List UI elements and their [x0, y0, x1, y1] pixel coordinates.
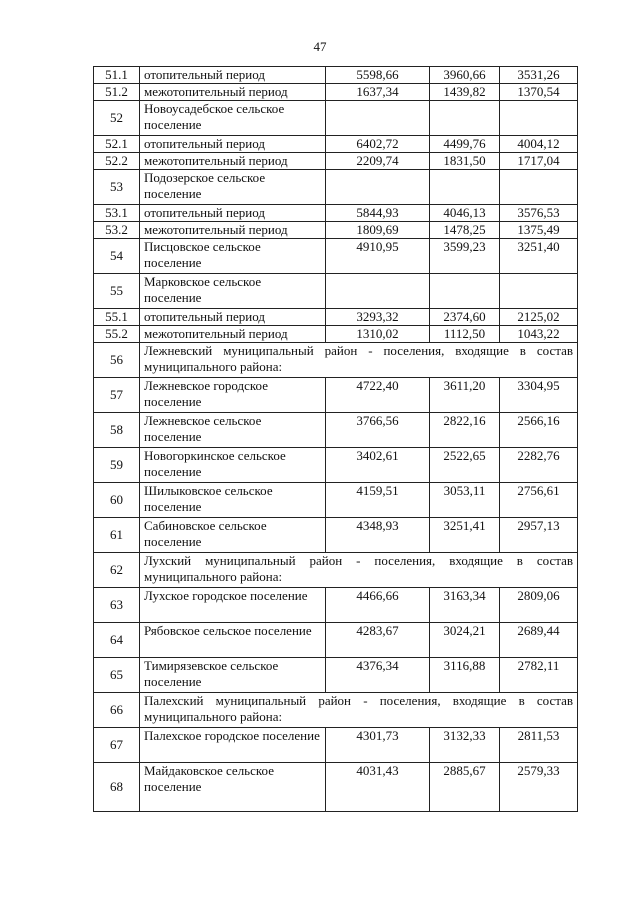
- settlement-name: межотопительный период: [140, 84, 326, 101]
- table-row: [94, 413, 578, 448]
- value-2: 2522,65: [430, 448, 500, 483]
- settlement-name: Тимирязевское сельское поселение: [140, 658, 326, 693]
- value-1: 2209,74: [326, 153, 430, 170]
- value-2: 2374,60: [430, 309, 500, 326]
- row-number: 64: [94, 623, 140, 658]
- row-number: 61: [94, 518, 140, 553]
- value-2: 3599,23: [430, 239, 500, 274]
- value-1: 4159,51: [326, 483, 430, 518]
- row-number: 57: [94, 378, 140, 413]
- settlement-name: Лежневское сельское поселение: [140, 413, 326, 448]
- settlement-name: Марковское сельское поселение: [140, 274, 326, 309]
- settlement-name: Рябовское сельское поселение: [140, 623, 326, 658]
- value-1: 4283,67: [326, 623, 430, 658]
- table-row: [94, 378, 578, 413]
- value-3: 4004,12: [500, 136, 578, 153]
- table-row: [94, 588, 578, 623]
- value-3: 3304,95: [500, 378, 578, 413]
- value-1: 5598,66: [326, 67, 430, 84]
- value-2: 3024,21: [430, 623, 500, 658]
- settlement-name: Лухское городское поселение: [140, 588, 326, 623]
- settlement-name: межотопительный период: [140, 222, 326, 239]
- row-number: 66: [94, 693, 140, 728]
- page-number: 47: [313, 39, 327, 54]
- value-2: 4499,76: [430, 136, 500, 153]
- table-row: [94, 518, 578, 553]
- table-row: [94, 763, 578, 812]
- value-1: 4466,66: [326, 588, 430, 623]
- value-1: 3293,32: [326, 309, 430, 326]
- table-row: [94, 693, 578, 728]
- row-number: 51.1: [94, 67, 140, 84]
- settlement-name: межотопительный период: [140, 153, 326, 170]
- value-2: 1439,82: [430, 84, 500, 101]
- table-row: [94, 170, 578, 205]
- value-3: 1717,04: [500, 153, 578, 170]
- row-number: 52.2: [94, 153, 140, 170]
- value-3: 2579,33: [500, 763, 578, 812]
- value-3: 2756,61: [500, 483, 578, 518]
- value-2: [430, 101, 500, 136]
- district-heading: Лежневский муниципальный район - поселения, входящие в состав муниципального района:: [140, 343, 578, 378]
- value-3: 1375,49: [500, 222, 578, 239]
- value-3: 2566,16: [500, 413, 578, 448]
- table-row: [94, 483, 578, 518]
- row-number: 62: [94, 553, 140, 588]
- table-row: [94, 274, 578, 309]
- row-number: 63: [94, 588, 140, 623]
- value-1: 4910,95: [326, 239, 430, 274]
- value-2: 3132,33: [430, 728, 500, 763]
- value-3: 3576,53: [500, 205, 578, 222]
- table-row: [94, 448, 578, 483]
- value-1: [326, 170, 430, 205]
- value-2: 2822,16: [430, 413, 500, 448]
- table-row: [94, 101, 578, 136]
- settlement-name: Лежневское городское поселение: [140, 378, 326, 413]
- value-1: 1637,34: [326, 84, 430, 101]
- value-1: 3766,56: [326, 413, 430, 448]
- value-1: 5844,93: [326, 205, 430, 222]
- row-number: 59: [94, 448, 140, 483]
- table-row: [94, 343, 578, 378]
- value-2: 1478,25: [430, 222, 500, 239]
- table-row: [94, 239, 578, 274]
- value-3: 2282,76: [500, 448, 578, 483]
- table-row: [94, 84, 578, 101]
- table-body: [94, 67, 578, 812]
- row-number: 67: [94, 728, 140, 763]
- value-1: 1310,02: [326, 326, 430, 343]
- value-2: 4046,13: [430, 205, 500, 222]
- table-row: [94, 309, 578, 326]
- value-1: 3402,61: [326, 448, 430, 483]
- value-2: 3960,66: [430, 67, 500, 84]
- value-2: 3116,88: [430, 658, 500, 693]
- value-2: [430, 170, 500, 205]
- district-heading: Палехский муниципальный район - поселения, входящие в состав муниципального района:: [140, 693, 578, 728]
- row-number: 68: [94, 763, 140, 812]
- table-row: [94, 222, 578, 239]
- value-1: 1809,69: [326, 222, 430, 239]
- value-2: 3611,20: [430, 378, 500, 413]
- value-3: [500, 170, 578, 205]
- row-number: 51.2: [94, 84, 140, 101]
- settlement-name: Подозерское сельское поселение: [140, 170, 326, 205]
- settlement-name: отопительный период: [140, 205, 326, 222]
- row-number: 53.2: [94, 222, 140, 239]
- value-2: 3251,41: [430, 518, 500, 553]
- value-3: 3531,26: [500, 67, 578, 84]
- table-row: [94, 153, 578, 170]
- value-3: 3251,40: [500, 239, 578, 274]
- settlement-name: отопительный период: [140, 67, 326, 84]
- row-number: 55.1: [94, 309, 140, 326]
- value-2: 3163,34: [430, 588, 500, 623]
- settlement-name: Писцовское сельское поселение: [140, 239, 326, 274]
- row-number: 53: [94, 170, 140, 205]
- table-row: [94, 658, 578, 693]
- value-1: [326, 274, 430, 309]
- value-3: 2957,13: [500, 518, 578, 553]
- value-3: 2125,02: [500, 309, 578, 326]
- settlement-name: Сабиновское сельское поселение: [140, 518, 326, 553]
- value-3: 2809,06: [500, 588, 578, 623]
- value-2: 1112,50: [430, 326, 500, 343]
- table-row: [94, 553, 578, 588]
- value-2: [430, 274, 500, 309]
- value-1: 4301,73: [326, 728, 430, 763]
- value-2: 3053,11: [430, 483, 500, 518]
- settlement-name: Шилыковское сельское поселение: [140, 483, 326, 518]
- row-number: 58: [94, 413, 140, 448]
- table-row: [94, 326, 578, 343]
- value-1: 4722,40: [326, 378, 430, 413]
- settlement-name: межотопительный период: [140, 326, 326, 343]
- value-2: 1831,50: [430, 153, 500, 170]
- settlement-name: Палехское городское поселение: [140, 728, 326, 763]
- table-row: [94, 728, 578, 763]
- row-number: 52.1: [94, 136, 140, 153]
- row-number: 60: [94, 483, 140, 518]
- value-1: [326, 101, 430, 136]
- value-3: 2811,53: [500, 728, 578, 763]
- value-1: 6402,72: [326, 136, 430, 153]
- value-3: 2689,44: [500, 623, 578, 658]
- settlement-name: отопительный период: [140, 309, 326, 326]
- row-number: 54: [94, 239, 140, 274]
- value-1: 4376,34: [326, 658, 430, 693]
- row-number: 65: [94, 658, 140, 693]
- district-heading: Лухский муниципальный район - поселения, входящие в состав муниципального района:: [140, 553, 578, 588]
- table-row: [94, 205, 578, 222]
- value-3: 1370,54: [500, 84, 578, 101]
- row-number: 52: [94, 101, 140, 136]
- value-3: [500, 101, 578, 136]
- settlement-name: Новогоркинское сельское поселение: [140, 448, 326, 483]
- tariff-table: [93, 66, 578, 812]
- value-3: [500, 274, 578, 309]
- value-1: 4348,93: [326, 518, 430, 553]
- row-number: 56: [94, 343, 140, 378]
- table-row: [94, 67, 578, 84]
- value-2: 2885,67: [430, 763, 500, 812]
- table-row: [94, 136, 578, 153]
- value-3: 1043,22: [500, 326, 578, 343]
- row-number: 55.2: [94, 326, 140, 343]
- settlement-name: Новоусадебское сельское поселение: [140, 101, 326, 136]
- row-number: 55: [94, 274, 140, 309]
- value-3: 2782,11: [500, 658, 578, 693]
- settlement-name: Майдаковское сельское поселение: [140, 763, 326, 812]
- settlement-name: отопительный период: [140, 136, 326, 153]
- value-1: 4031,43: [326, 763, 430, 812]
- row-number: 53.1: [94, 205, 140, 222]
- table-row: [94, 623, 578, 658]
